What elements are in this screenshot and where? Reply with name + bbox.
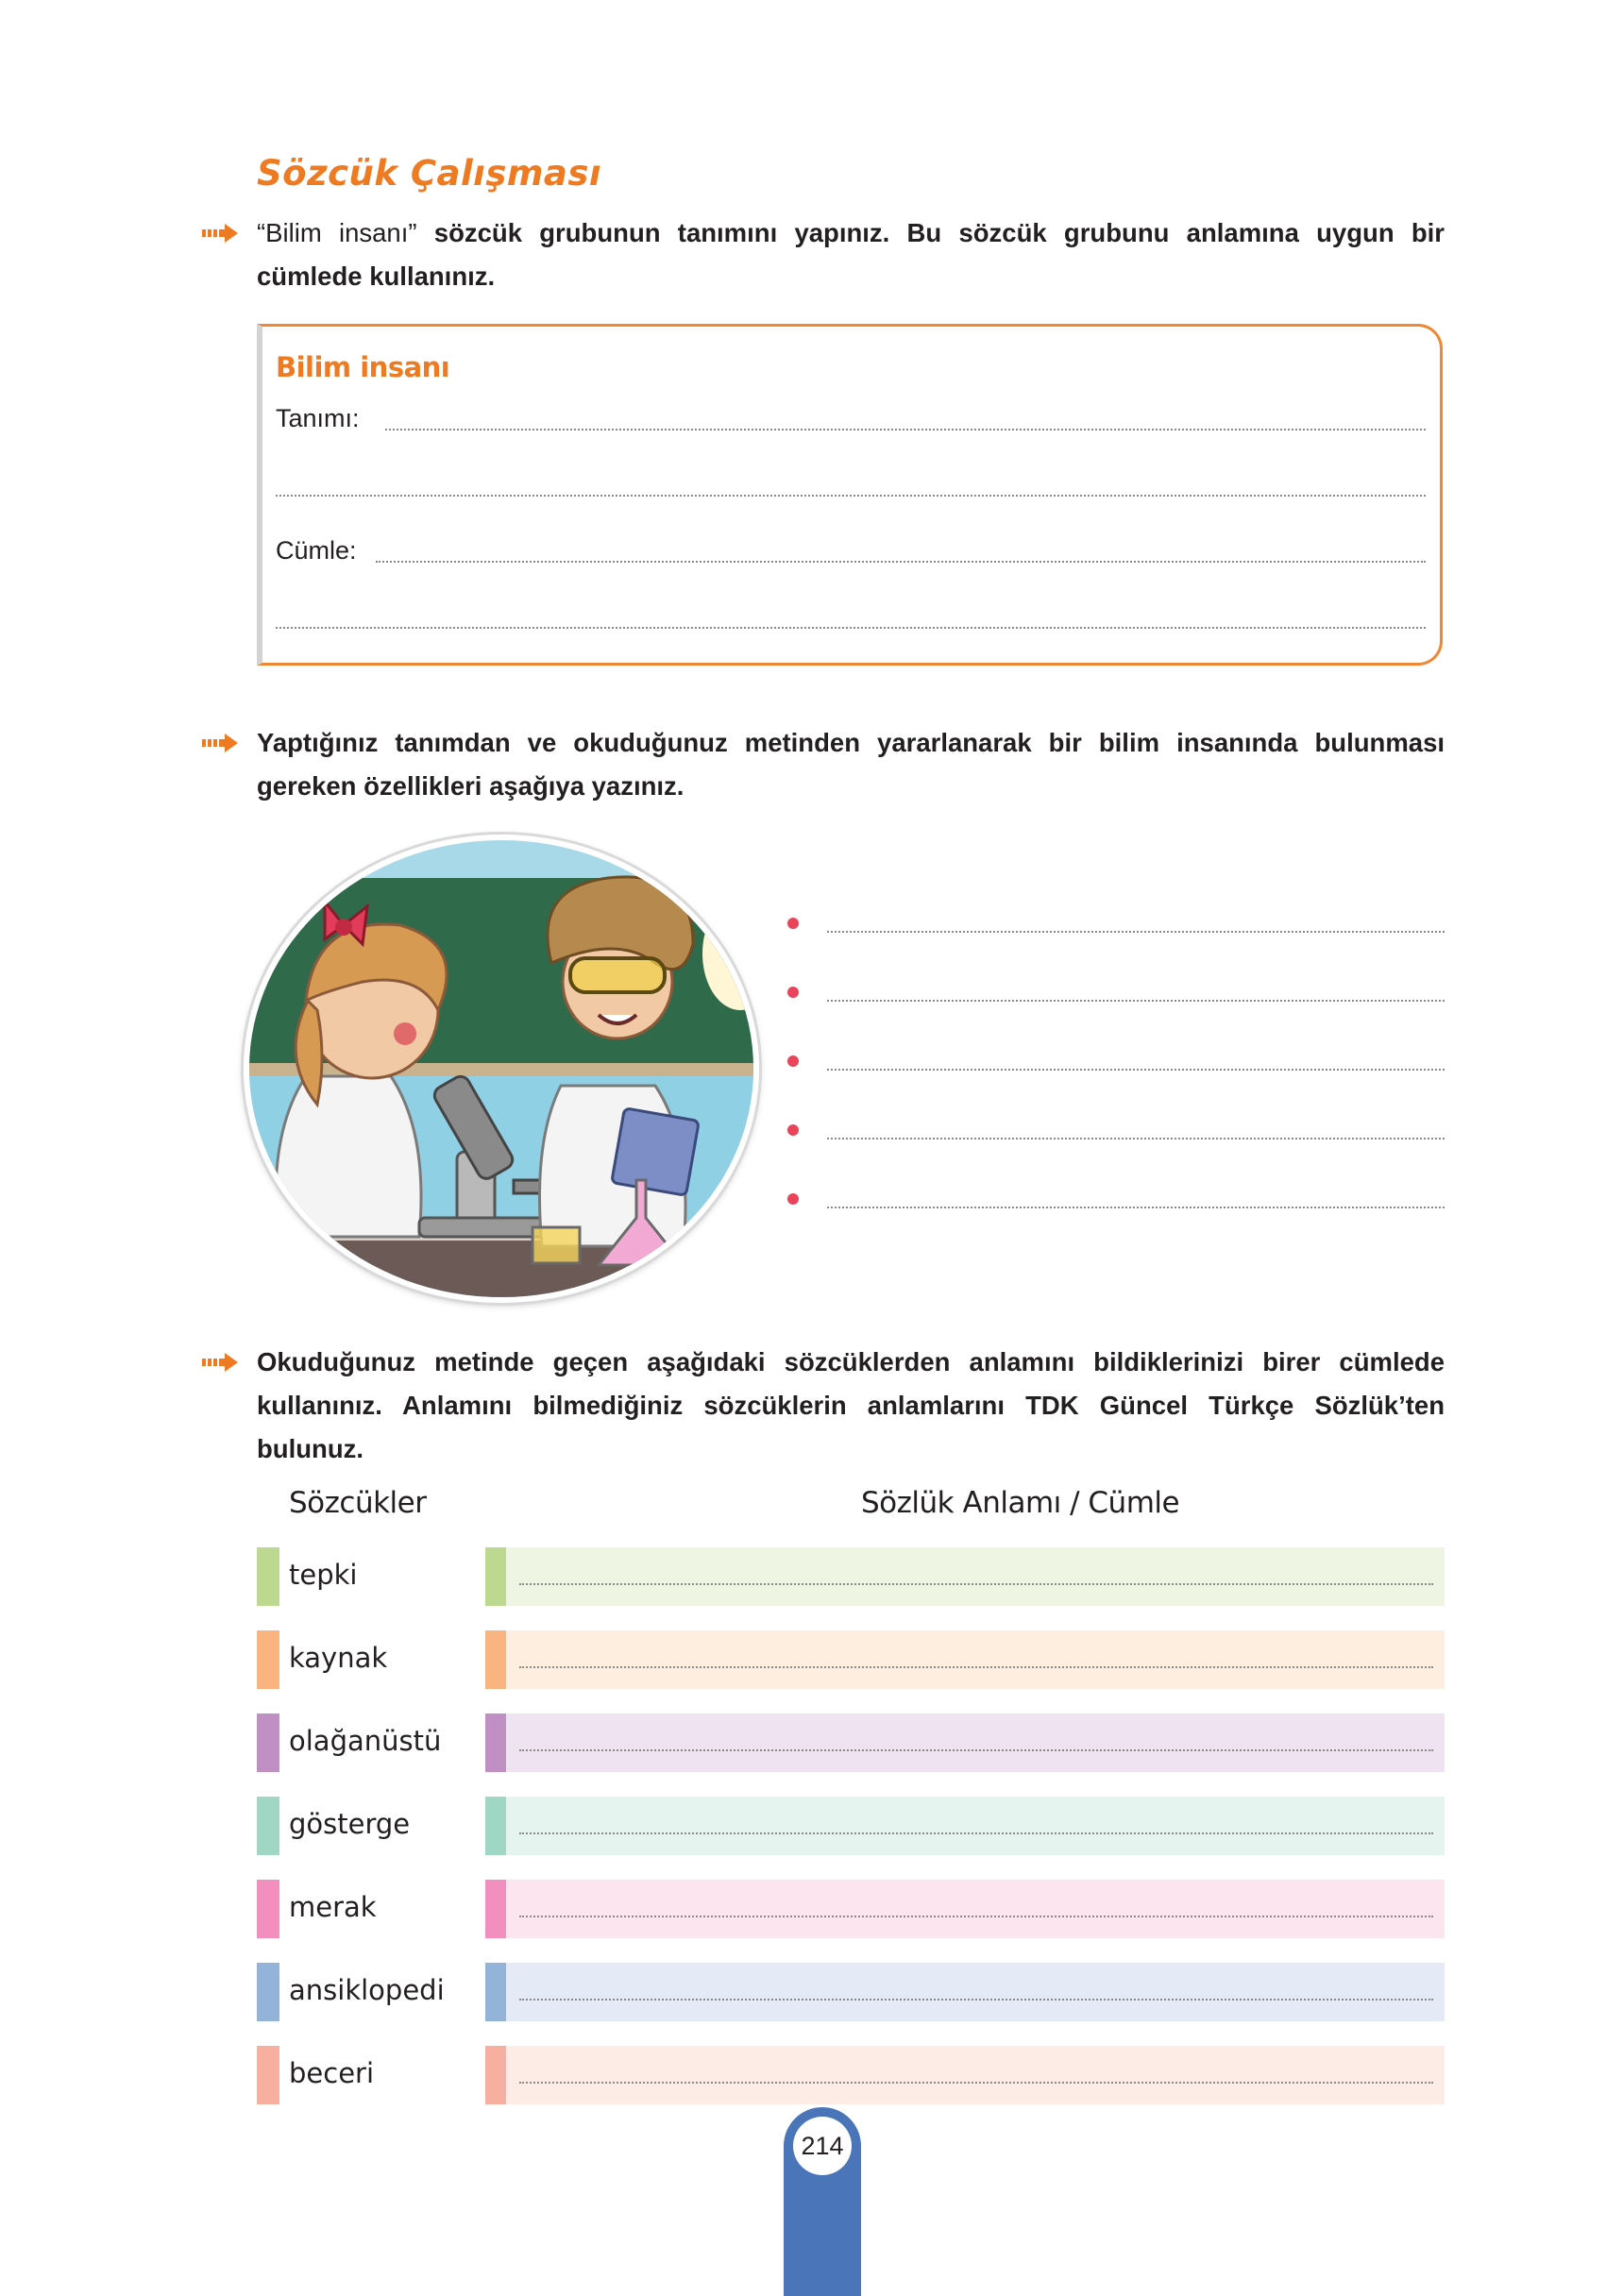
feature-line-2[interactable]: [827, 1000, 1445, 1002]
answer-row[interactable]: [485, 1880, 1445, 1938]
answer-line[interactable]: [519, 1916, 1433, 1917]
word-label: merak: [289, 1891, 377, 1923]
task1-quote: “Bilim insanı”: [257, 218, 417, 247]
answer-row[interactable]: [485, 1797, 1445, 1855]
word-color-tab: [257, 1714, 279, 1772]
answer-row[interactable]: [485, 1547, 1445, 1606]
sentence-line-2[interactable]: [276, 627, 1426, 629]
answer-color-tab: [485, 1547, 506, 1606]
sentence-line-1[interactable]: [376, 561, 1426, 563]
column-header-meaning: Sözlük Anlamı / Cümle: [861, 1486, 1180, 1520]
answer-row[interactable]: [485, 1630, 1445, 1689]
answer-row[interactable]: [485, 1714, 1445, 1772]
definition-box-title: Bilim insanı: [276, 351, 450, 383]
definition-label: Tanımı:: [276, 404, 360, 432]
section-title: Sözcük Çalışması: [257, 153, 602, 194]
scientists-illustration: [244, 835, 759, 1303]
bullet-dot-icon: [787, 918, 799, 929]
task1-instruction: [257, 211, 1445, 298]
arrow-bullet-icon: [202, 1353, 238, 1372]
answer-line[interactable]: [519, 1999, 1433, 2001]
word-label: olağanüstü: [289, 1725, 442, 1757]
answer-color-tab: [485, 1963, 506, 2021]
answer-color-tab: [485, 1880, 506, 1938]
word-color-tab: [257, 1963, 279, 2021]
definition-line-2[interactable]: [276, 495, 1426, 497]
arrow-bullet-icon: [202, 734, 238, 752]
word-label: gösterge: [289, 1808, 411, 1840]
word-label: tepki: [289, 1559, 358, 1591]
task3-instruction: Okuduğunuz metinde geçen aşağıdaki sözcüklerden anlamını bildiklerinizi birer cümlede kullanınız. Anlamını bilmediğiniz sözcüklerin anlamlarını TDK Güncel Türkçe Sözlük’ten bulunuz.: [257, 1347, 1445, 1463]
feature-line-4[interactable]: [827, 1138, 1445, 1140]
answer-line[interactable]: [519, 1749, 1433, 1751]
bullet-dot-icon: [787, 1193, 799, 1205]
answer-row[interactable]: [485, 2046, 1445, 2104]
word-color-tab: [257, 1630, 279, 1689]
feature-line-1[interactable]: [827, 931, 1445, 933]
answer-line[interactable]: [519, 1666, 1433, 1668]
word-label: ansiklopedi: [289, 1974, 445, 2006]
answer-row[interactable]: [485, 1963, 1445, 2021]
sentence-label: Cümle:: [276, 536, 357, 565]
word-label: kaynak: [289, 1642, 388, 1674]
answer-line[interactable]: [519, 2082, 1433, 2084]
word-color-tab: [257, 2046, 279, 2104]
word-color-tab: [257, 1547, 279, 1606]
feature-line-5[interactable]: [827, 1207, 1445, 1208]
answer-color-tab: [485, 1714, 506, 1772]
task2-instruction: Yaptığınız tanımdan ve okuduğunuz metinden yararlanarak bir bilim insanında bulunması gereken özellikleri aşağıya yazınız.: [257, 728, 1445, 801]
lab-children-illustration: [249, 840, 753, 1297]
column-header-words: Sözcükler: [289, 1486, 427, 1520]
answer-color-tab: [485, 2046, 506, 2104]
definition-line-1[interactable]: [385, 429, 1426, 430]
word-label: beceri: [289, 2057, 375, 2089]
word-color-tab: [257, 1797, 279, 1855]
arrow-bullet-icon: [202, 224, 238, 243]
feature-line-3[interactable]: [827, 1069, 1445, 1071]
answer-line[interactable]: [519, 1832, 1433, 1834]
answer-line[interactable]: [519, 1583, 1433, 1585]
answer-color-tab: [485, 1630, 506, 1689]
bullet-dot-icon: [787, 1055, 799, 1067]
word-color-tab: [257, 1880, 279, 1938]
bullet-dot-icon: [787, 1124, 799, 1136]
page-number: 214: [793, 2117, 852, 2175]
answer-color-tab: [485, 1797, 506, 1855]
task1-bold: sözcük grubunun tanımını yapınız. Bu sözcük grubunu anlamına uygun bir cümlede kullanınız.: [257, 218, 1445, 291]
bullet-dot-icon: [787, 987, 799, 998]
